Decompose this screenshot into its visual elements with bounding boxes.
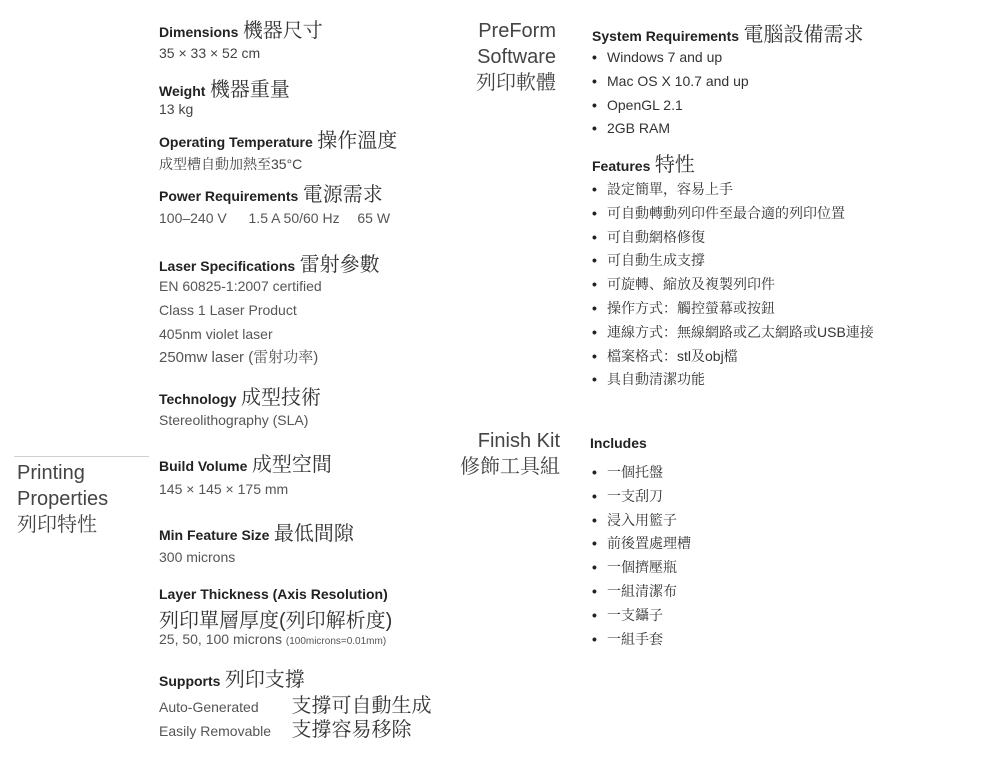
- preform-title: [458, 18, 556, 96]
- printing-properties-title-line2: Properties: [17, 488, 109, 510]
- features-label-row: [592, 148, 695, 177]
- features-label-cjk: 特性: [654, 154, 695, 176]
- supports-label-cjk: 列印支撐: [224, 669, 305, 691]
- build-volume-label: Build Volume: [159, 458, 248, 474]
- min-feature-size-label-cjk: 最低間隙: [273, 523, 354, 545]
- finish-kit-title-cjk: 修飾工具組: [460, 456, 560, 478]
- operating-temperature-value: 成型槽自動加熱至35°C: [159, 156, 303, 172]
- weight-label-row: [159, 73, 290, 102]
- finish-kit-title: [448, 428, 560, 480]
- preform-title-line2: Software: [477, 46, 556, 68]
- printing-properties-title: [17, 460, 108, 538]
- supports-line-2-cjk: 支撐容易移除: [291, 719, 412, 741]
- list-item: • 設定簡單，容易上手: [592, 178, 874, 202]
- printing-properties-title-line1: Printing: [17, 462, 85, 484]
- list-item: • 可旋轉、縮放及複製列印件: [592, 273, 874, 297]
- list-item: • Windows 7 and up: [592, 46, 749, 70]
- bullet: •: [592, 371, 597, 388]
- list-item: • 一支刮刀: [592, 485, 691, 509]
- laser-spec-line-1: EN 60825-1:2007 certified: [159, 278, 322, 294]
- bullet: •: [592, 299, 597, 316]
- supports-label: Supports: [159, 673, 221, 689]
- bullet: •: [592, 96, 597, 113]
- list-item: • 浸入用籃子: [592, 509, 691, 533]
- bullet: •: [592, 630, 597, 647]
- power-voltage: 100–240 V: [159, 210, 227, 226]
- bullet: •: [592, 511, 597, 528]
- list-item: • Mac OS X 10.7 and up: [592, 70, 749, 94]
- bullet: •: [592, 487, 597, 504]
- power-requirements-label-cjk: 電源需求: [302, 184, 383, 206]
- list-item: • 前後置處理槽: [592, 532, 691, 556]
- preform-title-line1: PreForm: [478, 20, 556, 42]
- list-item: • 具自動清潔功能: [592, 368, 874, 392]
- bullet: •: [592, 120, 597, 137]
- dimensions-label-row: [159, 14, 323, 43]
- system-requirements-label-cjk: 電腦設備需求: [743, 24, 864, 46]
- list-item: • 一組手套: [592, 628, 691, 652]
- system-requirements-label: System Requirements: [592, 28, 740, 44]
- bullet: •: [592, 49, 597, 65]
- bullet: •: [592, 323, 597, 340]
- power-current: 1.5 A 50/60 Hz: [248, 210, 340, 226]
- laser-spec-line-2: Class 1 Laser Product: [159, 302, 297, 318]
- weight-label-cjk: 機器重量: [209, 79, 290, 101]
- supports-line-2: [159, 713, 411, 742]
- printing-properties-divider: [14, 456, 149, 457]
- list-item: • 操作方式：觸控螢幕或按鈕: [592, 297, 874, 321]
- technology-value: Stereolithography (SLA): [159, 412, 309, 428]
- laser-spec-line-3: 405nm violet laser: [159, 326, 273, 342]
- list-item: • 可自動轉動列印件至最合適的列印位置: [592, 202, 874, 226]
- dimensions-value: 35 × 33 × 52 cm: [159, 45, 261, 61]
- list-item: • 一支鑷子: [592, 604, 691, 628]
- layer-thickness-note: (100microns=0.01mm): [285, 636, 387, 647]
- bullet: •: [592, 606, 597, 623]
- laser-specifications-label-row: [159, 248, 380, 277]
- features-list: [592, 178, 874, 392]
- laser-specifications-label-cjk: 雷射參數: [299, 254, 380, 276]
- operating-temperature-label-cjk: 操作溫度: [317, 130, 398, 152]
- list-item: • 連線方式：無線網路或乙太網路或USB連接: [592, 321, 874, 345]
- laser-spec-line-4: 250mw laser (雷射功率): [159, 349, 319, 366]
- printing-properties-title-cjk: 列印特性: [17, 514, 97, 536]
- bullet: •: [592, 181, 597, 197]
- bullet: •: [592, 464, 597, 480]
- bullet: •: [592, 252, 597, 269]
- list-item: • 一個托盤: [592, 461, 691, 485]
- power-requirements-label: Power Requirements: [159, 188, 299, 204]
- operating-temperature-label-row: [159, 124, 397, 153]
- bullet: •: [592, 228, 597, 245]
- build-volume-label-cjk: 成型空間: [251, 454, 332, 476]
- dimensions-label-cjk: 機器尺寸: [242, 20, 323, 42]
- supports-line-1-en: Auto-Generated: [159, 699, 259, 715]
- list-item: • OpenGL 2.1: [592, 94, 749, 118]
- power-requirements-values: [159, 210, 390, 226]
- power-requirements-label-row: [159, 178, 383, 207]
- system-requirements-label-row: [592, 18, 864, 47]
- build-volume-value: 145 × 145 × 175 mm: [159, 481, 289, 497]
- list-item: • 2GB RAM: [592, 117, 749, 141]
- bullet: •: [592, 559, 597, 576]
- preform-title-cjk: 列印軟體: [476, 72, 556, 94]
- includes-label: Includes: [590, 435, 647, 451]
- bullet: •: [592, 276, 597, 293]
- list-item: • 可自動生成支撐: [592, 249, 874, 273]
- supports-label-row: [159, 663, 305, 692]
- list-item: • 可自動網格修復: [592, 226, 874, 250]
- operating-temperature-label: Operating Temperature: [159, 134, 313, 150]
- weight-value: 13 kg: [159, 101, 194, 117]
- weight-label: Weight: [159, 83, 206, 99]
- list-item: • 檔案格式：stl及obj檔: [592, 345, 874, 369]
- bullet: •: [592, 204, 597, 221]
- dimensions-label: Dimensions: [159, 24, 239, 40]
- layer-thickness-value-row: [159, 631, 386, 647]
- bullet: •: [592, 347, 597, 364]
- supports-line-1-cjk: 支撐可自動生成: [291, 695, 432, 717]
- features-label: Features: [592, 158, 651, 174]
- supports-line-2-en: Easily Removable: [159, 723, 272, 739]
- bullet: •: [592, 582, 597, 599]
- bullet: •: [592, 535, 597, 552]
- min-feature-size-label: Min Feature Size: [159, 527, 270, 543]
- laser-specifications-label: Laser Specifications: [159, 258, 296, 274]
- build-volume-label-row: [159, 448, 332, 477]
- bullet: •: [592, 72, 597, 89]
- list-item: • 一組清潔布: [592, 580, 691, 604]
- technology-label: Technology: [159, 391, 237, 407]
- system-requirements-list: [592, 46, 749, 141]
- list-item: • 一個擠壓瓶: [592, 556, 691, 580]
- power-watts: 65 W: [357, 210, 391, 226]
- min-feature-size-label-row: [159, 517, 354, 546]
- min-feature-size-value: 300 microns: [159, 549, 236, 565]
- finish-kit-title-line1: Finish Kit: [477, 430, 560, 452]
- layer-thickness-label-cjk: 列印單層厚度(列印解析度): [159, 610, 393, 632]
- technology-label-cjk: 成型技術: [240, 387, 321, 409]
- layer-thickness-label: Layer Thickness (Axis Resolution): [159, 586, 388, 602]
- technology-label-row: [159, 381, 321, 410]
- includes-list: [592, 461, 691, 651]
- layer-thickness-value: 25, 50, 100 microns: [159, 631, 282, 647]
